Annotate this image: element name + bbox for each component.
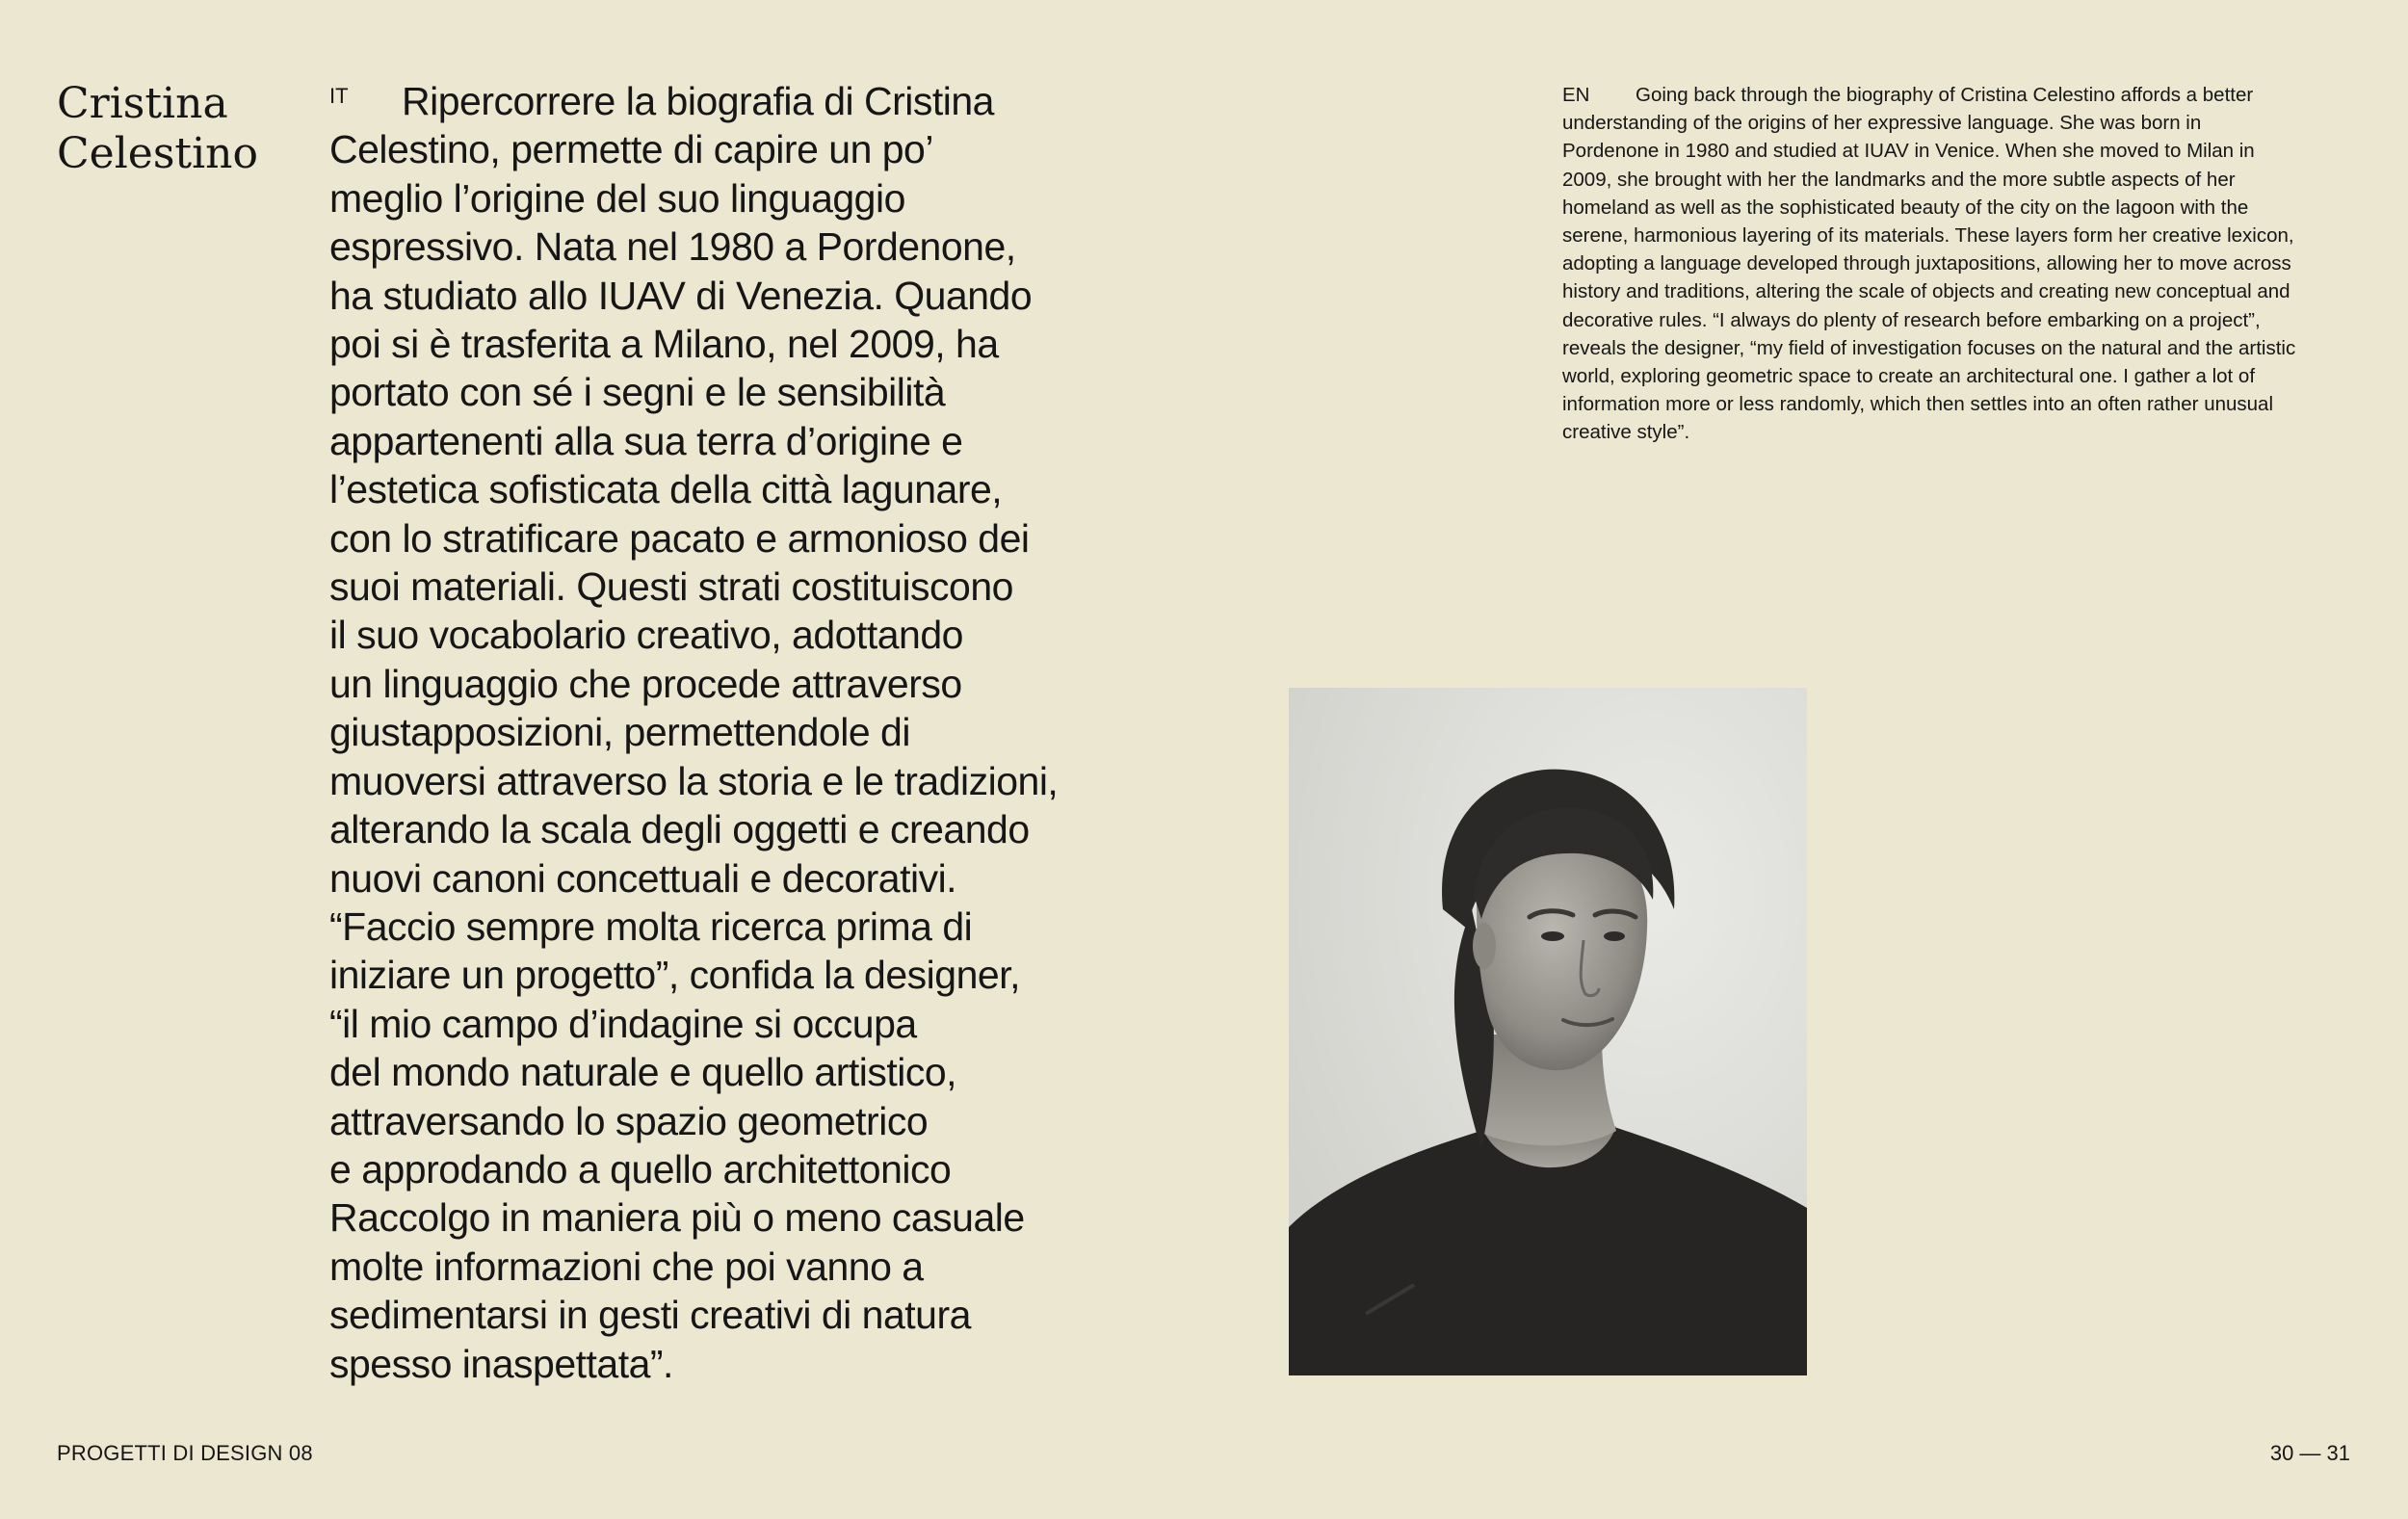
italian-line: un linguaggio che procede attraverso: [329, 661, 962, 706]
italian-line: Raccolgo in maniera più o meno casuale: [329, 1195, 1025, 1241]
english-line: information more or less randomly, which then settles into an often rather unusual: [1562, 393, 2273, 416]
author-name-line-1: Cristina: [57, 79, 228, 128]
italian-line-text: Ripercorrere la biografia di Cristina: [402, 79, 994, 123]
english-biography: [1562, 81, 2362, 447]
author-name: [57, 79, 307, 179]
page-numbers: 30 — 31: [2269, 1441, 2350, 1465]
italian-line: attraversando lo spazio geometrico: [329, 1098, 929, 1143]
italian-line: appartenenti alla sua terra d’origine e: [329, 418, 963, 463]
italian-line: “il mio campo d’indagine si occupa: [329, 1001, 917, 1046]
italian-line: muoversi attraverso la storia e le tradizioni,: [329, 758, 1059, 803]
italian-biography: [329, 77, 1119, 1388]
italian-line: Celestino, permette di capire un po’: [329, 127, 933, 172]
publication-title: PROGETTI DI DESIGN 08: [57, 1441, 313, 1465]
italian-line: suoi materiali. Questi strati costituiscono: [329, 564, 1013, 610]
italian-line: e approdando a quello architettonico: [329, 1146, 952, 1192]
italian-line: spesso inaspettata”.: [329, 1341, 673, 1386]
english-line: Pordenone in 1980 and studied at IUAV in Venice. When she moved to Milan in: [1562, 140, 2255, 163]
portrait-illustration: [1289, 688, 1807, 1375]
italian-line: meglio l’origine del suo linguaggio: [329, 175, 905, 221]
italian-line: sedimentarsi in gesti creativi di natura: [329, 1293, 971, 1338]
italian-line: poi si è trasferita a Milano, nel 2009, ha: [329, 322, 999, 367]
italian-line: giustapposizioni, permettendole di: [329, 710, 910, 755]
english-line: decorative rules. “I always do plenty of research before embarking on a project”,: [1562, 308, 2261, 331]
english-line: world, exploring geometric space to create an architectural one. I gather a lot of: [1562, 365, 2256, 388]
italian-line: espressivo. Nata nel 1980 a Pordenone,: [329, 224, 1016, 270]
english-line: reveals the designer, “my field of investigation focuses on the natural and the artistic: [1562, 336, 2296, 359]
italian-line: iniziare un progetto”, confida la designer,: [329, 953, 1020, 998]
english-line: [1562, 81, 2362, 109]
english-line: creative style”.: [1562, 421, 1690, 444]
italian-line: molte informazioni che poi vanno a: [329, 1244, 924, 1289]
english-line: serene, harmonious layering of its materials. These layers form her creative lexicon,: [1562, 224, 2294, 248]
portrait-photo: [1289, 688, 1807, 1375]
english-line: understanding of the origins of her expressive language. She was born in: [1562, 112, 2202, 135]
english-line: 2009, she brought with her the landmarks and the more subtle aspects of her: [1562, 168, 2236, 191]
italian-line: del mondo naturale e quello artistico,: [329, 1050, 957, 1095]
italian-line: nuovi canoni concettuali e decorativi.: [329, 855, 957, 901]
italian-line: [329, 77, 1119, 125]
italian-line: l’estetica sofisticata della città lagunare,: [329, 467, 1003, 512]
english-line: homeland as well as the sophisticated beauty of the city on the lagoon with the: [1562, 196, 2249, 219]
english-language-label: EN: [1562, 84, 1590, 106]
italian-line: portato con sé i segni e le sensibilità: [329, 370, 946, 415]
english-line: adopting a language developed through juxtapositions, allowing her to move across: [1562, 252, 2291, 275]
italian-line: “Faccio sempre molta ricerca prima di: [329, 904, 973, 949]
italian-line: il suo vocabolario creativo, adottando: [329, 613, 963, 658]
english-line-text: Going back through the biography of Cristina Celestino affords a better: [1636, 84, 2254, 106]
italian-line: con lo stratificare pacato e armonioso dei: [329, 515, 1030, 561]
author-name-line-2: Celestino: [57, 129, 258, 178]
italian-line: ha studiato allo IUAV di Venezia. Quando: [329, 273, 1033, 318]
italian-line: alterando la scala degli oggetti e creando: [329, 807, 1030, 852]
italian-language-label: IT: [329, 84, 349, 108]
english-line: history and traditions, altering the scale of objects and creating new conceptual and: [1562, 280, 2290, 303]
